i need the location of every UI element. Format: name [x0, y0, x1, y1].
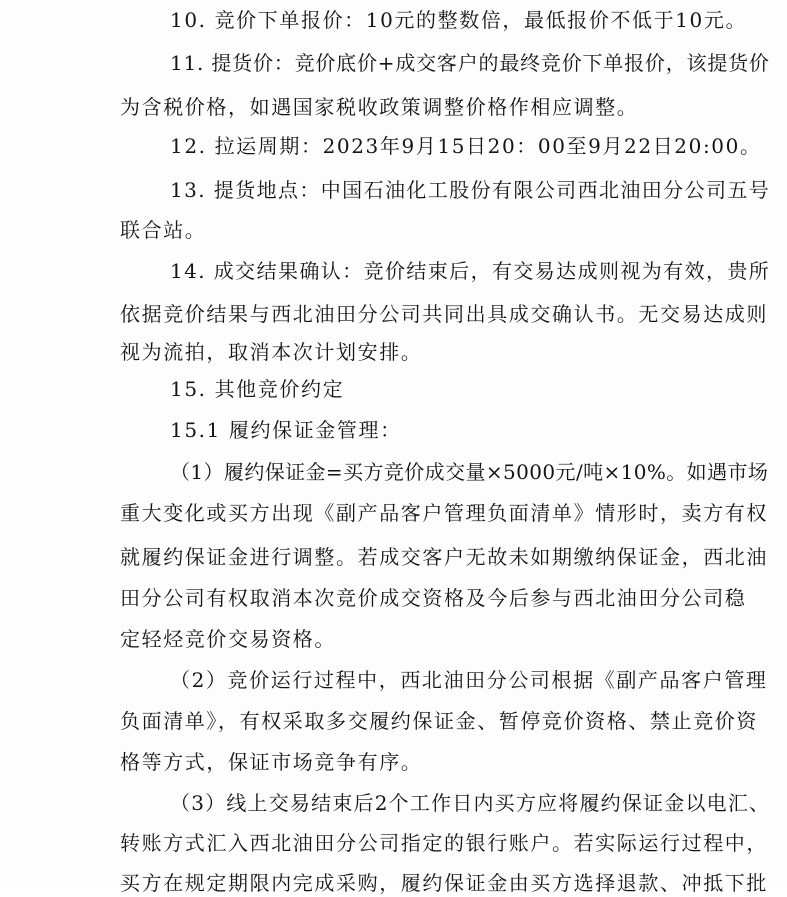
text-line: 依据竞价结果与西北油田分公司共同出具成交确认书。无交易达成则 — [120, 302, 768, 326]
text-line: 联合站。 — [120, 218, 207, 242]
text-line: 转账方式汇入西北油田分公司指定的银行账户。若实际运行过程中， — [120, 831, 768, 855]
text-line: 13. 提货地点：中国石油化工股份有限公司西北油田分公司五号 — [170, 178, 771, 202]
text-line: 视为流拍，取消本次计划安排。 — [120, 340, 423, 364]
text-line: 10. 竞价下单报价：10元的整数倍，最低报价不低于10元。 — [170, 8, 748, 32]
section-heading: 15. 其他竞价约定 — [170, 377, 345, 401]
text-line: （2）竞价运行过程中，西北油田分公司根据《副产品客户管理 — [170, 668, 768, 692]
text-line: 重大变化或买方出现《副产品客户管理负面清单》情形时，卖方有权 — [120, 501, 768, 525]
text-line: 12. 拉运周期：2023年9月15日20：00至9月22日20:00。 — [170, 134, 762, 158]
text-line: 为含税价格，如遇国家税收政策调整价格作相应调整。 — [120, 95, 639, 119]
text-line: 11. 提货价：竞价底价+成交客户的最终竞价下单报价，该提货价 — [170, 51, 770, 75]
text-line: 格等方式，保证市场竞争有序。 — [120, 750, 423, 774]
text-line: （3）线上交易结束后2个工作日内买方应将履约保证金以电汇、 — [170, 791, 771, 815]
text-line: 买方在规定期限内完成采购，履约保证金由买方选择退款、冲抵下批 — [120, 871, 768, 895]
text-line: 14. 成交结果确认：竞价结束后，有交易达成则视为有效，贵所 — [170, 259, 771, 283]
text-line: （1）履约保证金=买方竞价成交量×5000元/吨×10%。如遇市场 — [170, 460, 769, 484]
subsection-heading: 15.1 履约保证金管理： — [170, 418, 402, 442]
text-line: 定轻烃竞价交易资格。 — [120, 627, 336, 651]
text-line: 田分公司有权取消本次竞价成交资格及今后参与西北油田分公司稳 — [120, 586, 747, 610]
text-line: 就履约保证金进行调整。若成交客户无故未如期缴纳保证金，西北油 — [120, 545, 768, 569]
text-line: 负面清单》，有权采取多交履约保证金、暂停竞价资格、禁止竞价资 — [120, 709, 758, 733]
